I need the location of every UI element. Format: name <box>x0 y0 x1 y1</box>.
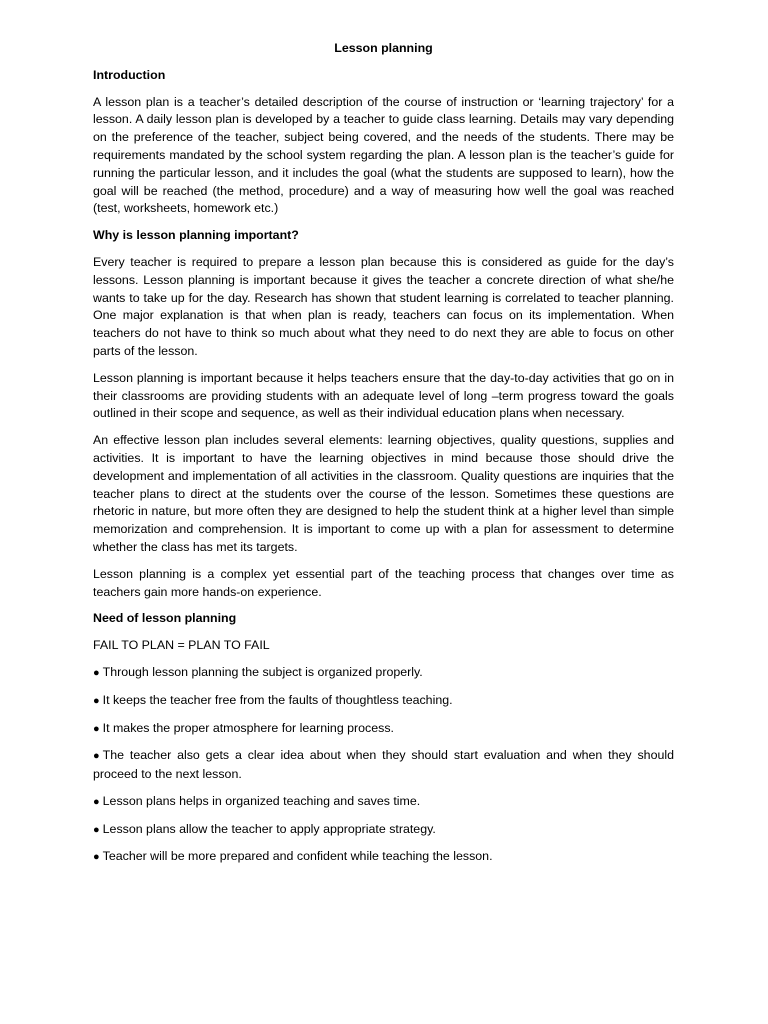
need-heading: Need of lesson planning <box>93 611 237 626</box>
why-paragraph-4: Lesson planning is a complex yet essential part of the teaching process that changes over time as teachers gain more hands-on experience. <box>93 566 674 599</box>
document-page <box>93 40 674 876</box>
bullet-text: Lesson plans helps in organized teaching and saves time. <box>102 793 421 808</box>
bullet-icon: ● <box>93 823 100 836</box>
bullet-icon: ● <box>93 694 100 707</box>
bullet-icon: ● <box>93 795 100 808</box>
bullet-item <box>93 848 674 867</box>
bullet-item <box>93 747 674 784</box>
why-paragraph-3: An effective lesson plan includes several elements: learning objectives, quality questions, supplies and activities. It is important to have the learning objectives in mind because those should drive the development and implementation of all activities in the classroom. Quality questions are inquiries that the teacher plans to direct at the students over the course of the lesson. Sometimes these questions are rhetoric in nature, but more often they are designed to help the student think at a higher level than simple memorization and comprehension. It is important to come up with a plan for assessment to determine whether the class has met its targets. <box>93 433 674 554</box>
bullet-icon: ● <box>93 851 100 864</box>
document-title: Lesson planning <box>334 41 433 55</box>
introduction-paragraph: A lesson plan is a teacher’s detailed description of the course of instruction or ‘learning trajectory’ for a lesson. A daily lesson plan is developed by a teacher to guide class learning. Details may vary depending on the preference of the teacher, subject being covered, and the needs of the students. There may be requirements mandated by the school system regarding the plan. A lesson plan is the teacher’s guide for running the particular lesson, and it includes the goal (what the students are supposed to learn), how the goal will be reached (the method, procedure) and a way of measuring how well the goal was reached (test, worksheets, homework etc.) <box>93 94 674 216</box>
why-paragraph-2: Lesson planning is important because it helps teachers ensure that the day-to-day activities that go on in their classrooms are providing students with an adequate level of long –term progress toward the goals outlined in their scope and sequence, as well as their individual education plans when necessary. <box>93 370 674 421</box>
bullet-text: Teacher will be more prepared and confident while teaching the lesson. <box>102 849 493 864</box>
introduction-heading: Introduction <box>93 67 166 82</box>
bullet-item <box>93 720 674 739</box>
slogan-text: FAIL TO PLAN = PLAN TO FAIL <box>93 638 270 653</box>
bullet-item <box>93 821 674 840</box>
bullet-icon: ● <box>93 666 100 679</box>
why-paragraph-1: Every teacher is required to prepare a lesson plan because this is considered as guide for the day’s lessons. Lesson planning is important because it gives the teacher a concrete direction of what she/he wants to take up for the day. Research has shown that student learning is correlated to teacher planning. One major explanation is that when plan is ready, teachers can focus on its implementation. When teachers do not have to think so much about what they need to do next they are able to focus on other parts of the lesson. <box>93 254 674 358</box>
bullet-text: It keeps the teacher free from the faults of thoughtless teaching. <box>102 692 453 707</box>
bullet-text: The teacher also gets a clear idea about when they should start evaluation and when they should proceed to the next lesson. <box>93 748 674 782</box>
bullet-text: Lesson plans allow the teacher to apply appropriate strategy. <box>102 821 436 836</box>
bullet-text: It makes the proper atmosphere for learning process. <box>102 720 394 735</box>
bullet-item <box>93 692 674 711</box>
bullet-item <box>93 664 674 683</box>
bullet-text: Through lesson planning the subject is organized properly. <box>102 664 423 679</box>
bullet-icon: ● <box>93 750 100 763</box>
bullet-item <box>93 793 674 812</box>
why-important-heading: Why is lesson planning important? <box>93 228 299 243</box>
bullet-icon: ● <box>93 722 100 735</box>
